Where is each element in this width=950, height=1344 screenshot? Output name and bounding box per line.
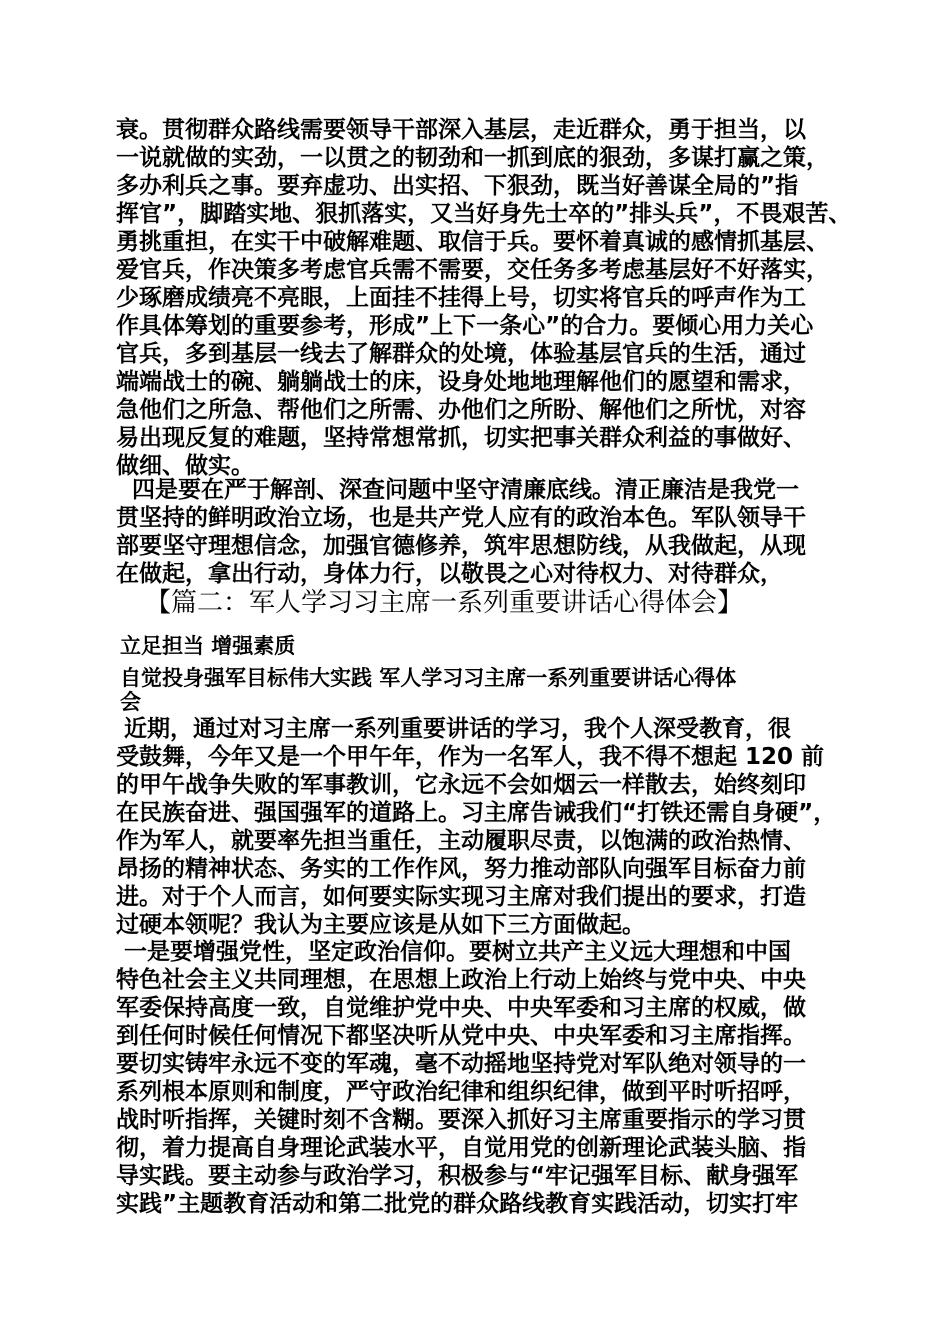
text-line: 近期，通过对习主席一系列重要讲话的学习，我个人深受教育，很	[116, 716, 792, 742]
text-line: 系列根本原则和制度，严守政治纪律和组织纪律，做到平时听招呼，	[116, 1079, 806, 1105]
text-line: 军委保持高度一致，自觉维护党中央、中央军委和习主席的权威，做	[116, 995, 806, 1021]
paragraph-point-four	[116, 476, 840, 588]
paragraph-intro	[116, 715, 840, 939]
text-line: 彻，着力提高自身理论武装水平，自觉用党的创新理论武装头脑、指	[116, 1135, 806, 1161]
text-line: 昂扬的精神状态、务实的工作作风，努力推动部队向强军目标奋力前	[116, 856, 806, 882]
text-line: 作为军人，就要率先担当重任，主动履职尽责，以饱满的政治热情、	[116, 828, 806, 854]
text-line: 在做起，拿出行动，身体力行，以敬畏之心对待权力、对待群众，	[116, 561, 783, 587]
text-line: 爱官兵，作决策多考虑官兵需不需要，交任务多考虑基层好不好落实，	[116, 257, 829, 283]
text-line: 战时听指挥，关键时刻不含糊。要深入抓好习主席重要指示的学习贯	[116, 1107, 806, 1133]
text-line: 作具体筹划的重要参考，形成”上下一条心”的合力。要倾心用力关心	[116, 313, 814, 339]
text-line: 做细、做实。	[116, 453, 254, 479]
text-line: 衰。贯彻群众路线需要领导干部深入基层，走近群众，勇于担当，以	[116, 117, 806, 143]
text-line: 一说就做的实劲，一以贯之的韧劲和一抓到底的狠劲，多谋打赢之策，	[116, 145, 829, 171]
text-line: 多办利兵之事。要弃虚功、出实招、下狠劲，既当好善谋全局的”指	[116, 173, 799, 199]
text-line: 勇挑重担，在实干中破解难题、取信于兵。要怀着真诚的感情抓基层、	[116, 229, 829, 255]
article-subtitle-continued: 会	[120, 690, 141, 714]
text-line: 受鼓舞，今年又是一个甲午年，作为一名军人，我不得不想起 120 前	[116, 744, 825, 770]
text-line: 特色社会主义共同理想，在思想上政治上行动上始终与党中央、中央	[116, 967, 806, 993]
article-title: 立足担当 增强素质	[120, 634, 296, 658]
text-line: 的甲午战争失败的军事教训，它永远不会如烟云一样散去，始终刻印	[116, 772, 806, 798]
text-line: 实践”主题教育活动和第二批党的群众路线教育实践活动，切实打牢	[116, 1191, 799, 1217]
article-subtitle: 自觉投身强军目标伟大实践 军人学习习主席一系列重要讲话心得体	[120, 666, 737, 690]
section-heading: 【篇二：军人学习习主席一系列重要讲话心得体会】	[145, 588, 744, 618]
paragraph-point-one	[116, 938, 840, 1218]
text-line: 易出现反复的难题，坚持常想常抓，切实把事关群众利益的事做好、	[116, 425, 806, 451]
text-line: 官兵，多到基层一线去了解群众的处境，体验基层官兵的生活，通过	[116, 341, 806, 367]
text-line: 端端战士的碗、躺躺战士的床，设身处地地理解他们的愿望和需求，	[116, 369, 806, 395]
text-line: 少琢磨成绩亮不亮眼，上面挂不挂得上号，切实将官兵的呼声作为工	[116, 285, 806, 311]
text-line: 贯坚持的鲜明政治立场，也是共产党人应有的政治本色。军队领导干	[116, 505, 806, 531]
text-line: 到任何时候任何情况下都坚决听从党中央、中央军委和习主席指挥。	[116, 1023, 806, 1049]
text-line: 导实践。要主动参与政治学习，积极参与“牢记强军目标、献身强军	[116, 1163, 799, 1189]
paragraph-continuation	[116, 116, 852, 480]
text-line: 部要坚守理想信念，加强官德修养，筑牢思想防线，从我做起，从现	[116, 533, 806, 559]
text-line: 挥官”，脚踏实地、狠抓落实，又当好身先士卒的”排头兵”，不畏艰苦、	[116, 201, 852, 227]
text-line: 一是要增强党性，坚定政治信仰。要树立共产主义远大理想和中国	[116, 939, 792, 965]
text-line: 过硬本领呢？我认为主要应该是从如下三方面做起。	[116, 912, 645, 938]
text-line: 要切实铸牢永远不变的军魂，毫不动摇地坚持党对军队绝对领导的一	[116, 1051, 806, 1077]
text-line: 在民族奋进、强国强军的道路上。习主席告诫我们“打铁还需自身硬”，	[116, 800, 837, 826]
text-line: 进。对于个人而言，如何要实际实现习主席对我们提出的要求，打造	[116, 884, 806, 910]
text-line: 四是要在严于解剖、深查问题中坚守清廉底线。清正廉洁是我党一	[116, 477, 800, 503]
text-line: 急他们之所急、帮他们之所需、办他们之所盼、解他们之所忧，对容	[116, 397, 806, 423]
